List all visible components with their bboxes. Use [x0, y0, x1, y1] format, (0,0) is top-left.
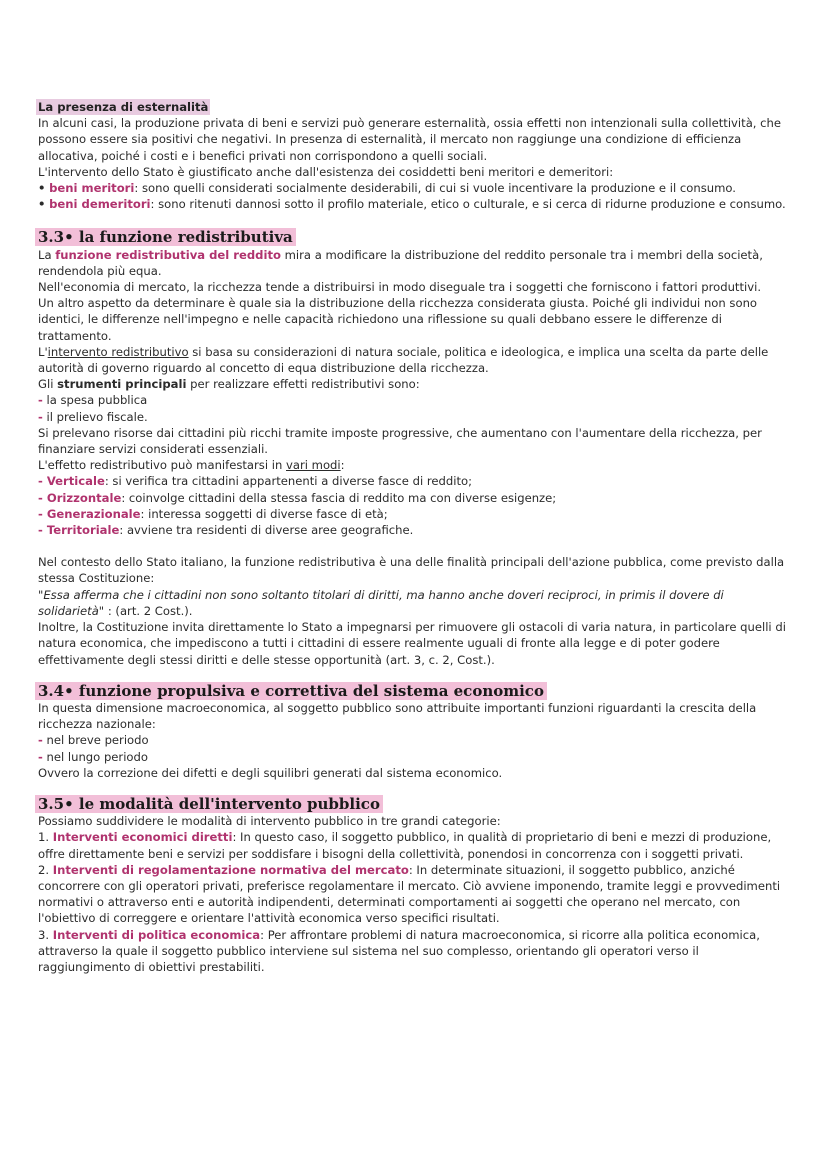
paragraph: Un altro aspetto da determinare è quale sia la distribuzione della ricchezza considerata giusta. Poiché gli individui non sono identici, le differenze nell'impegno e nelle capacità richiedono una riflessione su quali debbano essere le differenze di trattamento. [38, 296, 758, 343]
dash: - [38, 393, 43, 408]
list-item [38, 409, 790, 425]
underlined-term: vari modi [286, 458, 341, 473]
list-item-text: nel breve periodo [42, 733, 149, 748]
bold-term: strumenti principali [57, 377, 187, 392]
dash: - [38, 409, 43, 424]
text: Gli [38, 377, 58, 392]
quote [38, 587, 790, 619]
text: La [38, 247, 56, 262]
list-item-text: : avviene tra residenti di diverse aree geografiche. [119, 523, 414, 538]
term-highlight: - Territoriale [38, 523, 120, 538]
list-item-text: : sono ritenuti dannosi sotto il profilo materiale, etico o culturale, e si cerca di ridurne produzione e consumo. [150, 197, 786, 212]
list-item [38, 506, 790, 522]
list-item-text: nel lungo periodo [42, 749, 148, 764]
term-highlight: beni demeritori [49, 197, 151, 212]
dash: - [38, 749, 43, 764]
text: L' [38, 344, 48, 359]
text: si basa su considerazioni di natura sociale, politica e ideologica, e implica una scelta da parte delle autorità di governo riguardo al concetto di equa distribuzione della ricchezza. [38, 344, 769, 376]
term-highlight: - Generazionale [38, 506, 141, 521]
document-page [38, 99, 790, 975]
section-public-intervention-modes [38, 795, 790, 975]
list-item-text: : sono quelli considerati socialmente desiderabili, di cui si vuole incentivare la produzione e il consumo. [134, 181, 736, 196]
text: per realizzare effetti redistributivi sono: [186, 377, 420, 392]
list-item [38, 473, 790, 489]
list-item [38, 180, 790, 196]
paragraph: In alcuni casi, la produzione privata di beni e servizi può generare esternalità, ossia effetti non intenzionali sulla collettività, che possono essere sia positivi che negativi. In presenza di esternalità, il mercato non raggiunge una condizione di efficienza allocativa, poiché i costi e i benefici privati non corrispondono a quelli sociali. [38, 116, 782, 163]
quote-text: "Essa afferma che i cittadini non sono soltanto titolari di diritti, ma hanno anche doveri reciproci, in primis il dovere di solidarietà" [38, 587, 724, 618]
section-heading: 3.4• funzione propulsiva e correttiva del sistema economico [35, 682, 547, 700]
paragraph [38, 247, 790, 279]
paragraph [38, 376, 790, 392]
paragraph: Nell'economia di mercato, la ricchezza tende a distribuirsi in modo diseguale tra i soggetti che forniscono i fattori produttivi. [38, 280, 762, 295]
bullet: • [38, 181, 46, 196]
text: mira a modificare la distribuzione del reddito personale tra i membri della società, rendendola più equa. [38, 247, 763, 278]
numbered-item [38, 829, 790, 861]
item-number: 2. [38, 862, 53, 877]
list-item-text: il prelievo fiscale. [42, 409, 148, 424]
list-item [38, 732, 790, 748]
list-item-text: : si verifica tra cittadini appartenenti a diverse fasce di reddito; [104, 474, 473, 489]
dash: - [38, 733, 43, 748]
item-text: : Per affrontare problemi di natura macroeconomica, si ricorre alla politica economica, attraverso la quale il soggetto pubblico interviene sul sistema nel suo complesso, orientando gli operatori verso il raggiungimento di obiettivi prestabiliti. [38, 927, 760, 974]
list-item-text: la spesa pubblica [42, 393, 148, 408]
list-item-text: : interessa soggetti di diverse fasce di età; [140, 506, 388, 521]
term-highlight: - Orizzontale [38, 490, 122, 505]
paragraph: L'intervento dello Stato è giustificato anche dall'esistenza dei cosiddetti beni meritori e demeritori: [38, 164, 614, 179]
paragraph: Inoltre, la Costituzione invita direttamente lo Stato a impegnarsi per rimuovere gli ostacoli di varia natura, in particolare quelli di natura economica, che impediscono a tutti i cittadini di essere realmente uguali di fronte alla legge e di poter godere effettivamente degli stessi diritti e delle stesse opportunità (art. 3, c. 2, Cost.). [38, 620, 786, 667]
item-number: 3. [38, 927, 53, 942]
bullet: • [38, 197, 46, 212]
term-highlight: Interventi di regolamentazione normativa del mercato [52, 862, 409, 877]
list-item-text: : coinvolge cittadini della stessa fascia di reddito ma con diverse esigenze; [121, 490, 557, 505]
item-text: : In determinate situazioni, il soggetto pubblico, anziché concorrere con gli operatori privati, preferisce regolamentare il mercato. Ciò avviene imponendo, tramite leggi e provvedimenti normativi o attraverso enti e autorità indipendenti, determinati comportamenti ai soggetti che operano nel mercato, con l'obiettivo di correggere e orientare l'attività economica verso specifici risultati. [38, 862, 781, 926]
text: : [340, 458, 345, 473]
term-highlight: Interventi di politica economica [52, 927, 261, 942]
section-heading: 3.5• le modalità dell'intervento pubblico [35, 795, 383, 813]
term-highlight: - Verticale [38, 474, 105, 489]
paragraph [38, 344, 790, 376]
section-propulsive-function [38, 682, 790, 781]
term-highlight: Interventi economici diretti [52, 830, 233, 845]
quote-reference: : (art. 2 Cost.). [104, 603, 193, 618]
paragraph: Possiamo suddividere le modalità di intervento pubblico in tre grandi categorie: [38, 814, 501, 829]
list-item [38, 196, 790, 212]
paragraph: Nel contesto dello Stato italiano, la funzione redistributiva è una delle finalità principali dell'azione pubblica, come previsto dalla stessa Costituzione: [38, 555, 785, 586]
paragraph: In questa dimensione macroeconomica, al soggetto pubblico sono attribuite importanti funzioni riguardanti la crescita della ricchezza nazionale: [38, 700, 757, 732]
term-highlight: funzione redistributiva del reddito [55, 247, 281, 262]
underlined-term: intervento redistributivo [47, 344, 189, 359]
item-number: 1. [38, 830, 53, 845]
paragraph [38, 457, 790, 473]
section-externalities [38, 99, 790, 212]
section-heading: La presenza di esternalità [38, 100, 209, 114]
paragraph: Si prelevano risorse dai cittadini più ricchi tramite imposte progressive, che aumentano con l'aumentare della ricchezza, per finanziare servizi considerati essenziali. [38, 425, 762, 457]
numbered-item [38, 862, 790, 927]
numbered-item [38, 927, 790, 976]
paragraph: Ovvero la correzione dei difetti e degli squilibri generati dal sistema economico. [38, 765, 503, 780]
list-item [38, 392, 790, 408]
term-highlight: beni meritori [49, 181, 135, 196]
list-item [38, 522, 790, 538]
list-item [38, 749, 790, 765]
section-redistributive-function [38, 228, 790, 667]
item-text: : In questo caso, il soggetto pubblico, in qualità di proprietario di beni e mezzi di produzione, offre direttamente beni e servizi per soddisfare i bisogni della collettività, ponendosi in concorrenza con i soggetti privati. [38, 830, 772, 861]
list-item [38, 490, 790, 506]
section-heading: 3.3• la funzione redistributiva [35, 228, 296, 246]
text: L'effetto redistributivo può manifestarsi in [38, 458, 287, 473]
